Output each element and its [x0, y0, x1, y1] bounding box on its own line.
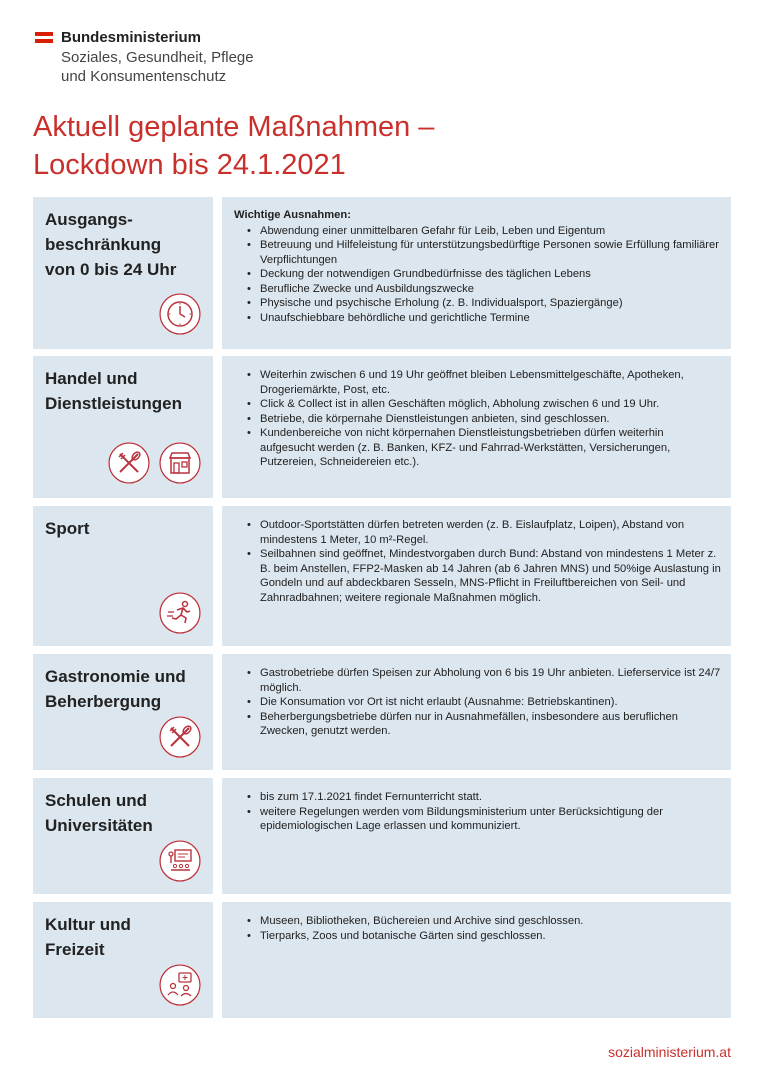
bullet-list — [234, 666, 721, 739]
section-schulen — [33, 778, 731, 894]
section-heading: Ausgangs- beschränkung von 0 bis 24 Uhr — [45, 210, 177, 279]
list-item: • Seilbahnen sind geöffnet, Mindestvorgaben durch Bund: Abstand von mindestens 1 Meter z. B. beim Anstellen, FFP2-Masken ab 14 Jahren (ab 6 Jahren MNS) und 50%ige Auslastung in Gondeln und auf abdeckbaren Sesseln, MNS-Pflicht in Freiluftbereichen von Seil- und Zahnradbahnen; weitere regionale Maßnahmen möglich. — [234, 547, 721, 605]
section-heading: Schulen und Universitäten — [45, 791, 153, 835]
cutlery-icon — [159, 716, 201, 758]
list-item: • Museen, Bibliotheken, Büchereien und Archive sind geschlossen. — [234, 914, 721, 929]
shop-icon — [159, 442, 201, 484]
bullet-list — [234, 518, 721, 605]
section-gastronomie — [33, 654, 731, 770]
ministry-name-line2: Soziales, Gesundheit, Pflege — [61, 49, 254, 66]
section-heading: Kultur und Freizeit — [45, 915, 131, 959]
list-item: • Outdoor-Sportstätten dürfen betreten werden (z. B. Eislaufplatz, Loipen), Abstand von mindestens 1 Meter, 10 m²-Regel. — [234, 518, 721, 547]
ministry-name-line1: Bundesministerium — [61, 29, 202, 46]
section-sport — [33, 506, 731, 646]
list-item: • bis zum 17.1.2021 findet Fernunterricht statt. — [234, 790, 721, 805]
list-item: • Weiterhin zwischen 6 und 19 Uhr geöffnet bleiben Lebensmittelgeschäfte, Apotheken, Drogeriemärkte, Post, etc. — [234, 368, 721, 397]
list-item: • Abwendung einer unmittelbaren Gefahr für Leib, Leben und Eigentum — [234, 224, 721, 239]
list-item: • Betreuung und Hilfeleistung für unterstützungsbedürftige Personen sowie Erfüllung familiärer Verpflichtungen — [234, 238, 721, 267]
list-item: • Click & Collect ist in allen Geschäften möglich, Abholung zwischen 6 und 19 Uhr. — [234, 397, 721, 412]
runner-icon — [159, 592, 201, 634]
list-item: • Physische und psychische Erholung (z. B. Individualsport, Spaziergänge) — [234, 296, 721, 311]
list-item: • Die Konsumation vor Ort ist nicht erlaubt (Ausnahme: Betriebskantinen). — [234, 695, 721, 710]
list-item: • Gastrobetriebe dürfen Speisen zur Abholung von 6 bis 19 Uhr anbieten. Lieferservice ist 24/7 möglich. — [234, 666, 721, 695]
section-heading: Gastronomie und Beherbergung — [45, 667, 186, 711]
bullet-list — [234, 368, 721, 470]
section-heading-cell — [33, 506, 213, 646]
cutlery-icon — [108, 442, 150, 484]
bullet-list — [234, 224, 721, 326]
list-item: • Deckung der notwendigen Grundbedürfnisse des täglichen Lebens — [234, 267, 721, 282]
list-item: • Tierparks, Zoos und botanische Gärten sind geschlossen. — [234, 929, 721, 944]
section-content-cell — [222, 778, 731, 894]
list-item: • Beherbergungsbetriebe dürfen nur in Ausnahmefällen, insbesondere aus beruflichen Zwecken, genutzt werden. — [234, 710, 721, 739]
page-title-line2: Lockdown bis 24.1.2021 — [33, 149, 346, 181]
section-subheading: Wichtige Ausnahmen: — [234, 209, 351, 221]
section-heading-cell — [33, 902, 213, 1018]
page-title — [33, 108, 733, 184]
section-heading-cell — [33, 356, 213, 498]
footer-url[interactable]: sozialministerium.at — [608, 1044, 731, 1060]
section-heading: Handel und Dienstleistungen — [45, 369, 182, 413]
section-heading-cell — [33, 654, 213, 770]
section-content-cell — [222, 654, 731, 770]
section-heading-cell — [33, 197, 213, 349]
clock-icon — [159, 293, 201, 335]
section-content-cell — [222, 506, 731, 646]
list-item: • Betriebe, die körpernahe Dienstleistungen anbieten, sind geschlossen. — [234, 412, 721, 427]
list-item: • Unaufschiebbare behördliche und gerichtliche Termine — [234, 311, 721, 326]
section-content-cell — [222, 197, 731, 349]
bullet-list — [234, 790, 721, 834]
section-heading: Sport — [45, 519, 90, 538]
section-heading-cell — [33, 778, 213, 894]
list-item: • weitere Regelungen werden vom Bildungsministerium unter Berücksichtigung der epidemiologischen Lage erlassen und kommuniziert. — [234, 805, 721, 834]
classroom-icon — [159, 840, 201, 882]
people-meeting-icon — [159, 964, 201, 1006]
list-item: • Berufliche Zwecke und Ausbildungszwecke — [234, 282, 721, 297]
section-ausgangsbeschraenkung — [33, 197, 731, 349]
ministry-name-line3: und Konsumentenschutz — [61, 68, 227, 85]
section-content-cell — [222, 902, 731, 1018]
austria-flag-icon — [35, 32, 53, 43]
section-content-cell — [222, 356, 731, 498]
bullet-list — [234, 914, 721, 943]
list-item: • Kundenbereiche von nicht körpernahen Dienstleistungsbetrieben dürfen weiterhin aufgesucht werden (z. B. Banken, KFZ- und Fahrrad-Werkstätten, Versicherungen, Putzereien, Schneidereien etc.). — [234, 426, 721, 470]
page-title-line1: Aktuell geplante Maßnahmen – — [33, 111, 435, 143]
section-kultur — [33, 902, 731, 1018]
section-handel — [33, 356, 731, 498]
